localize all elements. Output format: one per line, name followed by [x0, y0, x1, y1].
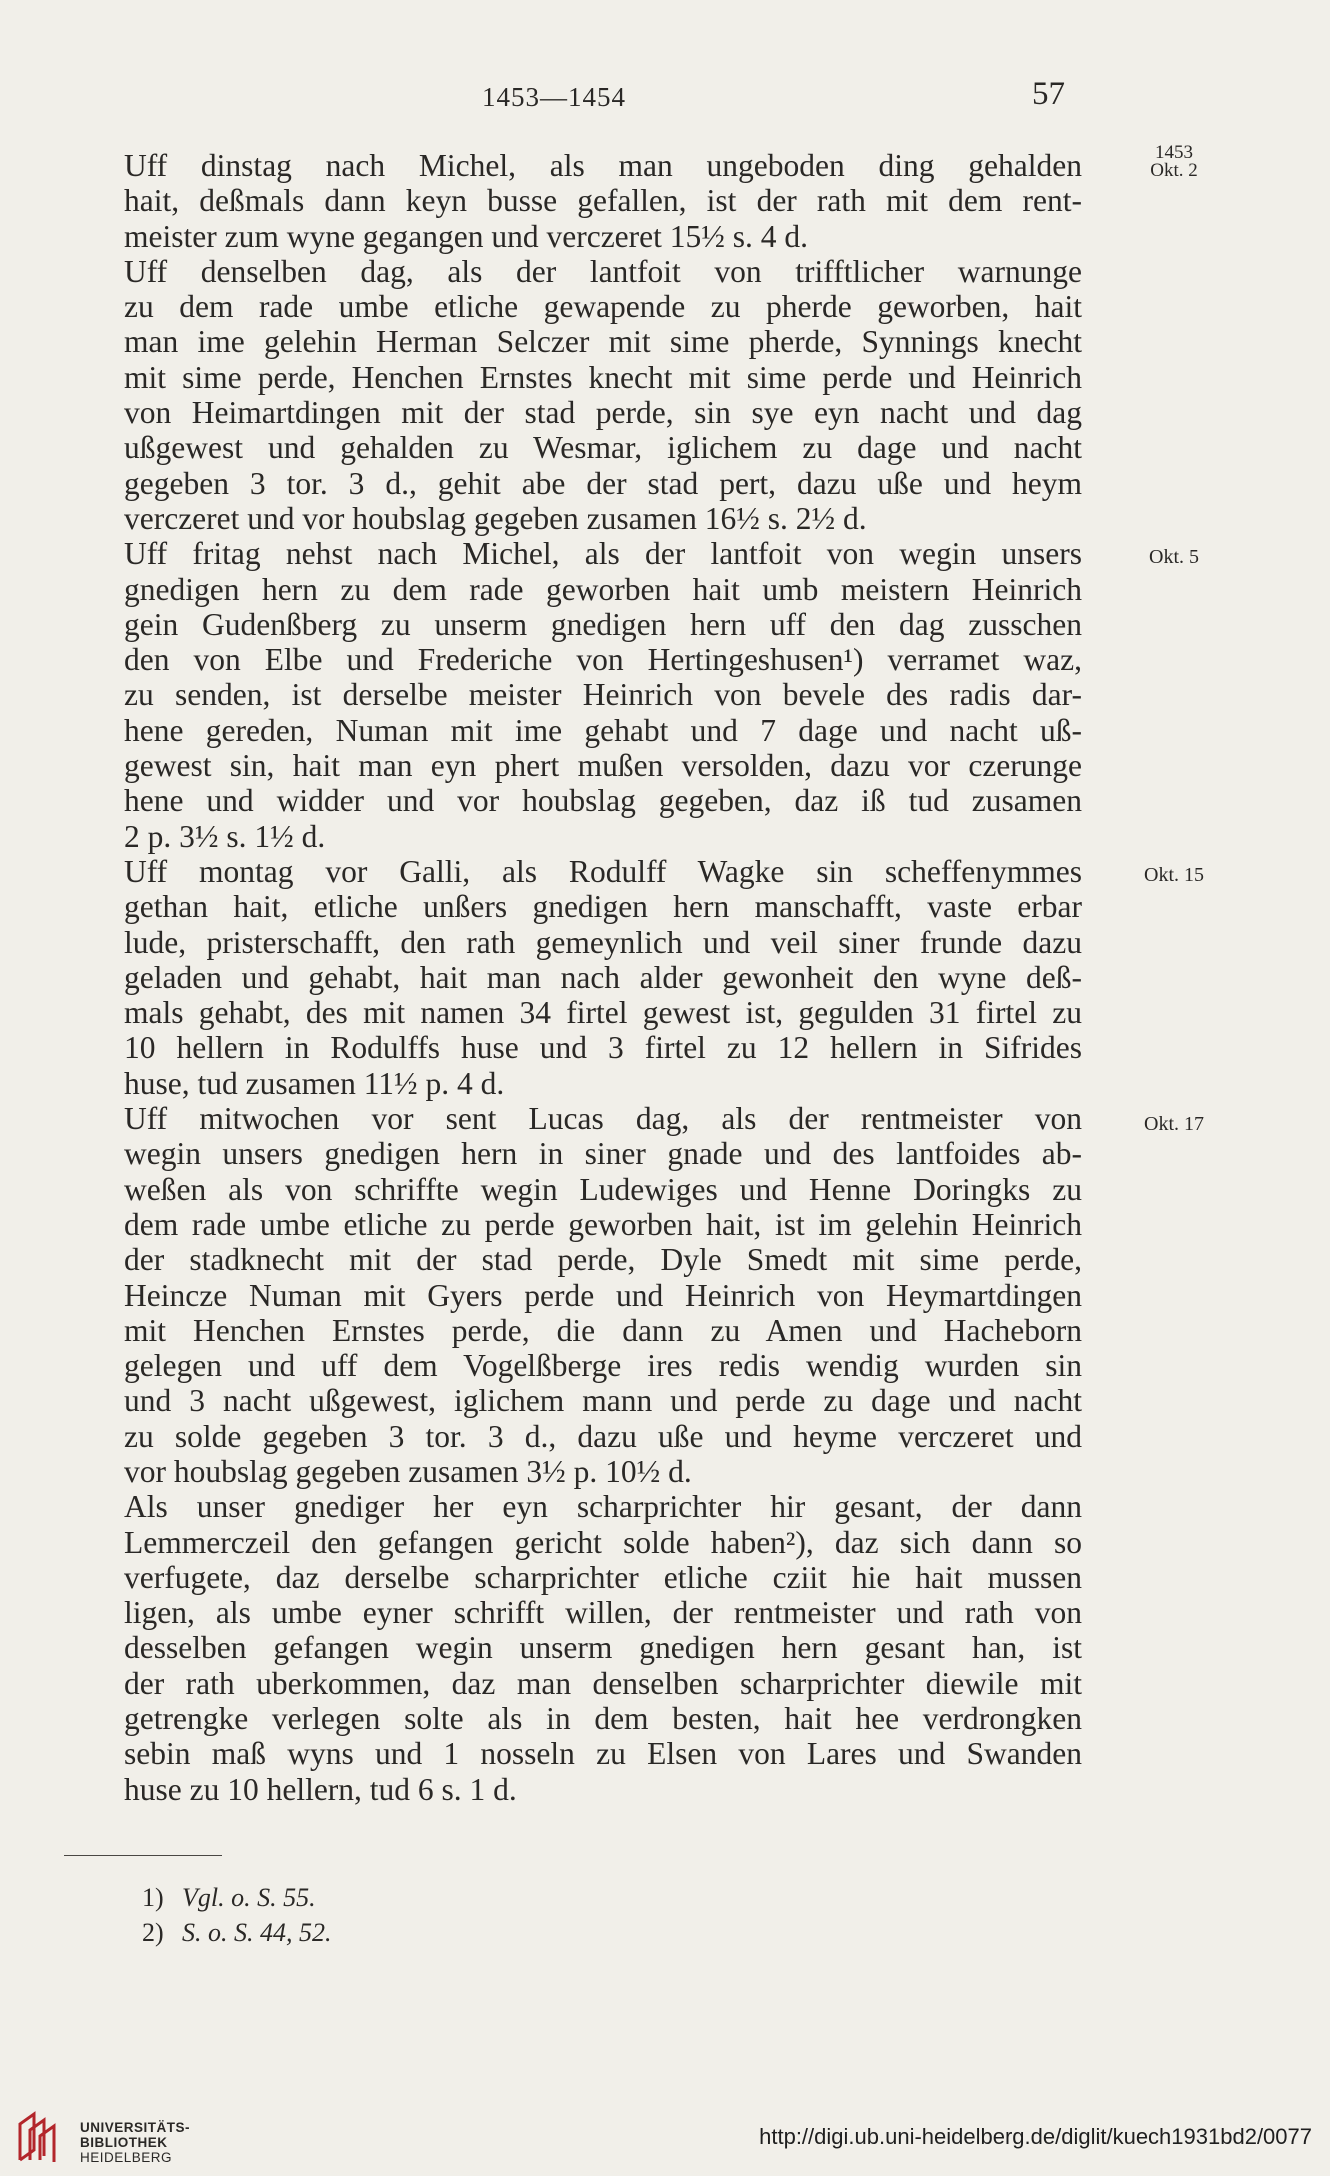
text-line: Uff denselben dag, als der lantfoit von trifftlicher warnunge	[124, 253, 1082, 289]
text-line: verczeret und vor houbslag gegeben zusamen 16½ s. 2½ d.	[124, 500, 867, 536]
margin-year: 1453	[1155, 142, 1193, 163]
text-line: mit Henchen Ernstes perde, die dann zu Amen und Hacheborn	[124, 1312, 1082, 1348]
paragraph	[50, 854, 1082, 1101]
text-line: ußgewest und gehalden zu Wesmar, iglichem zu dage und nacht	[124, 430, 1082, 466]
paragraph	[50, 1489, 1082, 1807]
text-line: mit sime perde, Henchen Ernstes knecht mit sime perde und Heinrich	[124, 359, 1082, 395]
text-line: mals gehabt, des mit namen 34 firtel gewest ist, gegulden 31 firtel zu	[124, 995, 1082, 1031]
text-line: dem rade umbe etliche zu perde geworben hait, ist im gelehin Heinrich	[124, 1206, 1082, 1242]
footnote-label: 2)	[142, 1918, 164, 1947]
text-line: der rath uberkommen, daz man denselben scharprichter diewile mit	[124, 1665, 1082, 1701]
text-line: weßen als von schriffte wegin Ludewiges und Henne Doringks zu	[124, 1171, 1082, 1207]
text-line: zu senden, ist derselbe meister Heinrich von bevele des radis dar-	[124, 677, 1082, 713]
text-line: huse, tud zusamen 11½ p. 4 d.	[124, 1065, 505, 1101]
paragraph	[50, 1101, 1082, 1489]
text-line: 2 p. 3½ s. 1½ d.	[124, 818, 326, 854]
text-line: zu dem rade umbe etliche gewapende zu pherde geworben, hait	[124, 289, 1082, 325]
source-url-link[interactable]: http://digi.ub.uni-heidelberg.de/diglit/kuech1931bd2/0077	[759, 2124, 1312, 2149]
text-line: Uff mitwochen vor sent Lucas dag, als der rentmeister von	[124, 1101, 1082, 1137]
text-line: hene gereden, Numan mit ime gehabt und 7 dage und nacht uß-	[124, 712, 1082, 748]
text-line: Uff dinstag nach Michel, als man ungeboden ding gehalden	[124, 148, 1082, 183]
margin-date: Okt. 5	[1149, 546, 1199, 568]
margin-date: Okt. 2	[1150, 160, 1198, 181]
text-line: Uff montag vor Galli, als Rodulff Wagke sin scheffenymmes	[124, 853, 1082, 889]
margin-note-year	[1134, 144, 1214, 180]
text-line: man ime gelehin Herman Selczer mit sime pherde, Synnings knecht	[124, 324, 1082, 360]
text-line: sebin maß wyns und 1 nosseln zu Elsen von Lares und Swanden	[124, 1736, 1082, 1772]
text-line: zu solde gegeben 3 tor. 3 d., dazu uße und heyme verczeret und	[124, 1418, 1082, 1454]
footnote-label: 1)	[142, 1883, 164, 1912]
text-line: gelegen und uff dem Vogelßberge ires redis wendig wurden sin	[124, 1348, 1082, 1384]
footnote-rule	[64, 1855, 222, 1856]
text-line: vor houbslag gegeben zusamen 3½ p. 10½ d.	[124, 1453, 692, 1489]
body-text	[50, 148, 1082, 1807]
text-line: wegin unsers gnedigen hern in siner gnade und des lantfoides ab-	[124, 1136, 1082, 1172]
text-line: geladen und gehabt, hait man nach alder gewonheit den wyne deß-	[124, 959, 1082, 995]
text-line: der stadknecht mit der stad perde, Dyle Smedt mit sime perde,	[124, 1242, 1082, 1278]
text-line: gnedigen hern zu dem rade geworben hait umb meistern Heinrich	[124, 571, 1082, 607]
text-line: gethan hait, etliche unßers gnedigen hern manschafft, vaste erbar	[124, 889, 1082, 925]
margin-note-date	[1134, 548, 1214, 566]
running-title: 1453—1454	[482, 82, 626, 112]
text-line: 10 hellern in Rodulffs huse und 3 firtel zu 12 hellern in Sifrides	[124, 1030, 1082, 1066]
text-line: getrengke verlegen solte als in dem besten, hait hee verdrongken	[124, 1701, 1082, 1737]
footnotes	[142, 1880, 332, 1950]
text-line: gewest sin, hait man eyn phert mußen versolden, dazu vor czerunge	[124, 748, 1082, 784]
footnote	[142, 1915, 332, 1950]
page-header	[0, 76, 1330, 116]
text-line: meister zum wyne gegangen und verczeret 15½ s. 4 d.	[124, 218, 809, 254]
text-line: hait, deßmals dann keyn busse gefallen, ist der rath mit dem rent-	[124, 183, 1082, 219]
footnote-text: S. o. S. 44, 52.	[182, 1918, 332, 1947]
margin-note-date	[1134, 1115, 1214, 1133]
margin-date: Okt. 15	[1144, 864, 1204, 886]
footnote	[142, 1880, 332, 1915]
paragraph	[50, 148, 1082, 254]
library-name-line: BIBLIOTHEK	[80, 2135, 168, 2150]
text-line: verfugete, daz derselbe scharprichter etliche cziit hie hait mussen	[124, 1559, 1082, 1595]
text-line: gegeben 3 tor. 3 d., gehit abe der stad pert, dazu uße und heym	[124, 465, 1082, 501]
paragraph	[50, 536, 1082, 854]
text-line: Lemmerczeil den gefangen gericht solde haben²), daz sich dann so	[124, 1524, 1082, 1560]
text-line: Uff fritag nehst nach Michel, als der lantfoit von wegin unsers	[124, 536, 1082, 572]
margin-date: Okt. 17	[1144, 1113, 1204, 1135]
page-footer	[0, 2110, 1330, 2170]
library-name	[80, 2120, 190, 2165]
text-line: gein Gudenßberg zu unserm gnedigen hern uff den dag zusschen	[124, 606, 1082, 642]
library-logo-icon	[14, 2110, 60, 2164]
margin-note-date	[1134, 866, 1214, 884]
text-line: hene und widder und vor houbslag gegeben, daz iß tud zusamen	[124, 783, 1082, 819]
text-line: und 3 nacht ußgewest, iglichem mann und perde zu dage und nacht	[124, 1383, 1082, 1419]
page-number: 57	[1032, 76, 1065, 112]
text-line: Als unser gnediger her eyn scharprichter hir gesant, der dann	[124, 1489, 1082, 1525]
text-line: lude, pristerschafft, den rath gemeynlich und veil siner frunde dazu	[124, 924, 1082, 960]
text-line: den von Elbe und Frederiche von Hertingeshusen¹) verramet waz,	[124, 642, 1082, 678]
library-name-line: HEIDELBERG	[80, 2150, 173, 2165]
text-line: huse zu 10 hellern, tud 6 s. 1 d.	[124, 1771, 517, 1807]
text-line: Heincze Numan mit Gyers perde und Heinrich von Heymartdingen	[124, 1277, 1082, 1313]
footnote-text: Vgl. o. S. 55.	[182, 1883, 316, 1912]
text-line: von Heimartdingen mit der stad perde, sin sye eyn nacht und dag	[124, 395, 1082, 431]
text-line: ligen, als umbe eyner schrifft willen, der rentmeister und rath von	[124, 1595, 1082, 1631]
paragraph	[50, 254, 1082, 536]
text-line: desselben gefangen wegin unserm gnedigen hern gesant han, ist	[124, 1630, 1082, 1666]
library-name-line: UNIVERSITÄTS-	[80, 2120, 191, 2135]
